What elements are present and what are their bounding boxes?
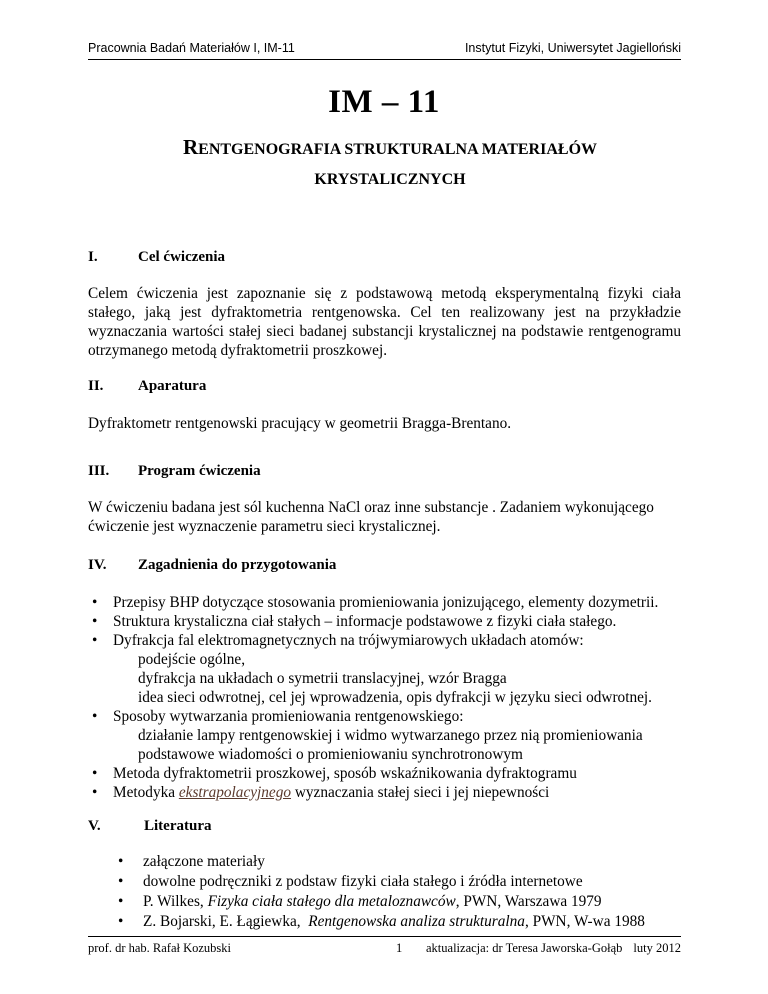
section-heading-cel — [88, 249, 225, 266]
list-item: • załączone materiały — [118, 853, 265, 870]
section-heading-literatura — [88, 818, 211, 835]
list-item: • Metodyka ekstrapolacyjnego wyznaczania stałej sieci i jej niepewności — [92, 784, 550, 801]
bullet-icon: • — [118, 853, 124, 870]
bullet-icon: • — [118, 893, 124, 910]
subtitle-initial: R — [182, 135, 199, 159]
list-item: • Metoda dyfraktometrii proszkowej, sposób wskaźnikowania dyfraktogramu — [92, 765, 577, 782]
document-subtitle — [140, 132, 640, 195]
page-footer — [88, 936, 681, 955]
subtitle-line1: ENTGENOGRAFIA STRUKTURALNA MATERIAŁÓW — [198, 141, 598, 158]
list-subitem: idea sieci odwrotnej, cel jej wprowadzenia, opis dyfrakcji w języku sieci odwrotnej. — [138, 689, 652, 706]
section-number: V. — [88, 818, 101, 834]
document-title: IM – 11 — [328, 84, 440, 120]
section-title: Literatura — [144, 818, 212, 834]
list-item: • Sposoby wytwarzania promieniowania rentgenowskiego: — [92, 708, 464, 725]
footer-author: prof. dr hab. Rafał Kozubski — [88, 941, 232, 955]
footer-date: luty 2012 — [633, 941, 681, 955]
list-item: • dowolne podręczniki z podstaw fizyki ciała stałego i źródła internetowe — [118, 873, 583, 890]
bullet-icon: • — [92, 632, 98, 649]
bullet-icon: • — [118, 873, 124, 890]
bullet-icon: • — [92, 708, 98, 725]
section-text-aparatura: Dyfraktometr rentgenowski pracujący w geometrii Bragga-Brentano. — [88, 415, 512, 432]
section-text-cel: Celem ćwiczenia jest zapoznanie się z podstawową metodą eksperymentalną fizyki ciała stałego, jaką jest dyfraktometria rentgenowska. Cel ten realizowany jest na przykładzie wyznaczania wartości stałej sieci badanej substancji krystalicznej na podstawie rentgenogramu otrzymanego metodą dyfraktometrii proszkowej. — [88, 285, 681, 359]
header-institute: Instytut Fizyki, Uniwersytet Jagielloński — [464, 41, 681, 55]
list-item: • Przepisy BHP dotyczące stosowania promieniowania jonizującego, elementy dozymetrii. — [92, 594, 659, 611]
page-header — [88, 41, 681, 60]
topics-list — [88, 593, 688, 802]
header-lab-name: Pracownia Badań Materiałów I, IM-11 — [88, 41, 295, 55]
extrapolation-link[interactable]: ekstrapolacyjnego — [178, 784, 292, 801]
section-number: II. — [88, 378, 104, 394]
bullet-icon: • — [92, 613, 98, 630]
subtitle-line2: KRYSTALICZNYCH — [314, 171, 466, 188]
footer-update: aktualizacja: dr Teresa Jaworska-Gołąb — [426, 941, 623, 955]
section-title: Cel ćwiczenia — [138, 249, 226, 265]
bullet-icon: • — [92, 765, 98, 782]
bullet-icon: • — [92, 594, 98, 611]
list-item: • Dyfrakcja fal elektromagnetycznych na trójwymiarowych układach atomów: — [92, 632, 584, 649]
section-number: III. — [88, 463, 110, 479]
section-title: Aparatura — [138, 378, 207, 394]
list-subitem: działanie lampy rentgenowskiej i widmo wytwarzanego przez nią promieniowania — [138, 727, 643, 744]
list-item: • Z. Bojarski, E. Łągiewka, Rentgenowska analiza strukturalna, PWN, W-wa 1988 — [118, 913, 645, 930]
bullet-icon: • — [92, 784, 98, 801]
section-heading-zagadnienia — [88, 557, 336, 574]
list-subitem: podstawowe wiadomości o promieniowaniu synchrotronowym — [138, 746, 523, 763]
section-number: IV. — [88, 557, 107, 573]
section-text-program: W ćwiczeniu badana jest sól kuchenna NaCl oraz inne substancje . Zadaniem wykonującego ćwiczenie jest wyznaczenie parametru sieci krystalicznej. — [88, 499, 654, 535]
list-subitem: dyfrakcja na układach o symetrii translacyjnej, wzór Bragga — [138, 670, 507, 687]
section-heading-aparatura — [88, 378, 206, 395]
list-item: • P. Wilkes, Fizyka ciała stałego dla metaloznawców, PWN, Warszawa 1979 — [118, 893, 602, 910]
list-subitem: podejście ogólne, — [138, 651, 246, 668]
section-title: Zagadnienia do przygotowania — [138, 557, 337, 573]
literature-list — [88, 852, 688, 932]
bullet-icon: • — [118, 913, 124, 930]
list-item: • Struktura krystaliczna ciał stałych – informacje podstawowe z fizyki ciała stałego. — [92, 613, 617, 630]
section-title: Program ćwiczenia — [138, 463, 261, 479]
page-number: 1 — [396, 941, 403, 955]
section-number: I. — [88, 249, 98, 265]
section-heading-program — [88, 463, 261, 480]
